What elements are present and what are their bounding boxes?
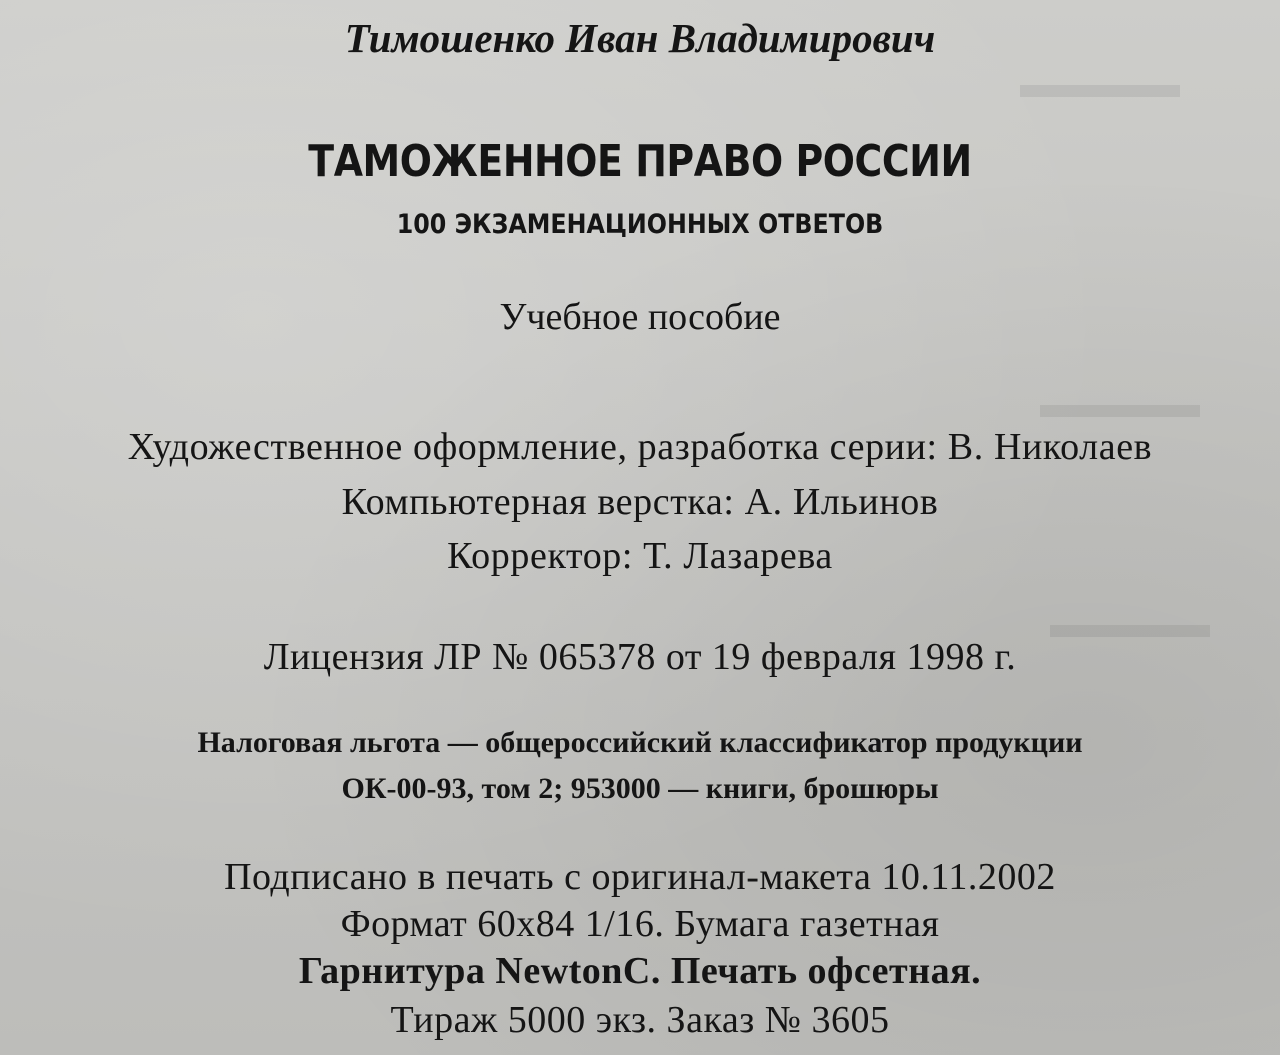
print-run-line: Тираж 5000 экз. Заказ № 3605 bbox=[390, 999, 890, 1041]
print-signed-line: Подписано в печать с оригинал-макета 10.11.2002 bbox=[224, 856, 1056, 898]
bleed-through-texture: ▬▬▬▬ bbox=[1020, 61, 1180, 106]
tax-note-line: ОК-00-93, том 2; 953000 — книги, брошюры bbox=[341, 772, 939, 805]
author-name: Тимошенко Иван Владимирович bbox=[344, 15, 936, 61]
book-subtitle: 100 ЭКЗАМЕНАЦИОННЫХ ОТВЕТОВ bbox=[396, 209, 884, 240]
license-line: Лицензия ЛР № 065378 от 19 февраля 1998 г. bbox=[263, 636, 1017, 678]
tax-note-line: Налоговая льгота — общероссийский классификатор продукции bbox=[197, 726, 1083, 759]
print-format-line: Формат 60х84 1/16. Бумага газетная bbox=[340, 903, 940, 945]
credit-design: Художественное оформление, разработка серии: В. Николаев bbox=[127, 426, 1153, 468]
credit-proofreader: Корректор: Т. Лазарева bbox=[447, 535, 833, 577]
print-typeface-line: Гарнитура NewtonC. Печать офсетная. bbox=[298, 950, 982, 992]
book-title: ТАМОЖЕННОЕ ПРАВО РОССИИ bbox=[308, 136, 972, 187]
book-genre: Учебное пособие bbox=[499, 296, 781, 338]
bleed-through-texture: ▬▬▬▬ bbox=[1040, 381, 1200, 426]
credit-layout: Компьютерная верстка: А. Ильинов bbox=[341, 481, 939, 523]
bleed-through-texture: ▬▬▬▬ bbox=[1050, 601, 1210, 646]
